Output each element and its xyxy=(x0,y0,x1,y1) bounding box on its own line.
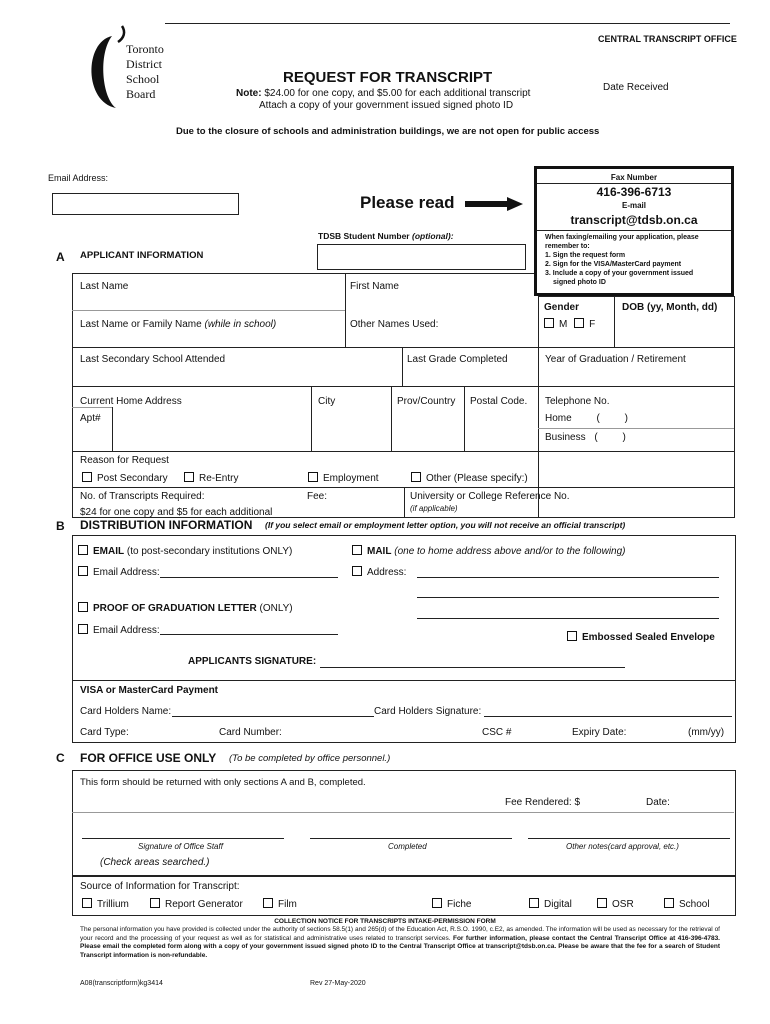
other-checkbox[interactable] xyxy=(411,472,421,482)
trillium-checkbox[interactable] xyxy=(82,898,92,908)
proof-email-line[interactable] xyxy=(160,634,338,635)
section-b-letter: B xyxy=(56,519,65,533)
embossed-label: Embossed Sealed Envelope xyxy=(582,632,715,643)
page-title: REQUEST FOR TRANSCRIPT xyxy=(283,69,493,86)
csc-label: CSC # xyxy=(482,727,512,738)
proof-option-note: (ONLY) xyxy=(259,603,293,614)
card-type-label: Card Type: xyxy=(80,727,129,738)
rule xyxy=(538,296,539,517)
reentry-label: Re-Entry xyxy=(199,473,239,484)
please-read: Please read xyxy=(360,193,455,212)
gender-f-label: F xyxy=(589,319,596,330)
student-number-input[interactable] xyxy=(317,244,526,270)
if-applicable: (if applicable) xyxy=(410,504,458,513)
osr-checkbox[interactable] xyxy=(597,898,607,908)
instructions-intro: When faxing/emailing your application, please remember to: xyxy=(545,234,699,250)
post-secondary-label: Post Secondary xyxy=(97,473,168,484)
card-holders-name-label: Card Holders Name: xyxy=(80,706,172,717)
trillium-label: Trillium xyxy=(97,899,129,910)
first-name-label: First Name xyxy=(350,281,399,292)
last-grade-label: Last Grade Completed xyxy=(407,354,508,365)
mail-option-note: (one to home address above and/or to the following) xyxy=(394,546,626,557)
fax-label: Fax Number xyxy=(610,173,658,182)
source-digital xyxy=(529,898,572,910)
fax-number: 416-396-6713 xyxy=(596,185,672,199)
business-phone-label xyxy=(545,432,626,443)
rule xyxy=(404,487,405,517)
rule xyxy=(72,273,534,274)
office-name: CENTRAL TRANSCRIPT OFFICE xyxy=(598,34,737,44)
city-label: City xyxy=(318,396,336,407)
rule xyxy=(72,310,345,311)
reason-employment xyxy=(308,472,379,484)
logo-line: Board xyxy=(126,87,156,101)
student-number-text: TDSB Student Number xyxy=(318,231,410,241)
arrow-right-icon xyxy=(465,197,523,214)
logo-line: Toronto xyxy=(126,42,164,56)
completed-line[interactable] xyxy=(310,838,512,839)
instruction-item: 3. Include a copy of your government issued xyxy=(545,270,694,277)
tdsb-email: transcript@tdsb.on.ca xyxy=(570,213,698,227)
proof-option-label: PROOF OF GRADUATION LETTER xyxy=(93,603,257,614)
reason-other xyxy=(411,472,528,484)
staff-signature-line[interactable] xyxy=(82,838,284,839)
section-b-title: DISTRIBUTION INFORMATION xyxy=(80,518,253,532)
dist-address xyxy=(352,566,406,578)
email-input[interactable] xyxy=(52,193,239,215)
fee-label: Fee: xyxy=(307,491,328,502)
gender-m-checkbox[interactable] xyxy=(544,318,554,328)
source-fiche xyxy=(432,898,471,910)
tdsb-logo xyxy=(82,24,172,114)
dist-email-line[interactable] xyxy=(160,577,338,578)
date-received: Date Received xyxy=(603,82,669,93)
last-name-label: Last Name xyxy=(80,281,129,292)
report-generator-label: Report Generator xyxy=(165,899,243,910)
email-title: E-mail xyxy=(621,201,646,210)
fee-schedule: $24 for one copy and $5 for each additional xyxy=(80,507,273,518)
optional-text: (optional): xyxy=(412,231,454,241)
university-ref-label: University or College Reference No. xyxy=(410,491,570,502)
note-text: $24.00 for one copy, and $5.00 for each additional transcript xyxy=(264,88,531,99)
family-name-label xyxy=(80,319,276,330)
instruction-item: 1. Sign the request form xyxy=(545,252,626,259)
student-number-label xyxy=(318,231,454,241)
rule xyxy=(734,296,735,517)
logo-line: School xyxy=(126,72,160,86)
rule xyxy=(72,812,734,813)
rule xyxy=(112,407,113,451)
applicant-signature-label: APPLICANTS SIGNATURE: xyxy=(188,656,317,667)
fiche-checkbox[interactable] xyxy=(432,898,442,908)
proof-email-label: Email Address: xyxy=(93,625,160,636)
rule xyxy=(311,386,312,451)
rule xyxy=(391,386,392,451)
dob-label: DOB (yy, Month, dd) xyxy=(622,302,718,313)
proof-email-address xyxy=(78,624,160,636)
home-phone-label xyxy=(545,413,628,424)
source-film xyxy=(263,898,297,910)
fee-rendered-label: Fee Rendered: $ xyxy=(505,797,581,808)
report-generator-checkbox[interactable] xyxy=(150,898,160,908)
paren: ) xyxy=(624,413,628,424)
collection-bold-text: For further information, please contact the Central Transcript Office at 416-396-4783. Please email the completed form along with a copy of your government issued signed photo ID to the Central Transcript Office at transcript@tdsb.on.ca. Please be aware that the fee for a search of Student Transcript information is non-refundable. xyxy=(80,934,720,959)
closure-notice: Due to the closure of schools and administration buildings, we are not open for public access xyxy=(176,126,600,137)
fee-note xyxy=(236,88,530,99)
rule xyxy=(72,451,734,452)
email-option xyxy=(78,545,292,557)
other-names-label: Other Names Used: xyxy=(350,319,439,330)
section-a-title: APPLICANT INFORMATION xyxy=(80,250,204,261)
gender-options xyxy=(544,318,595,330)
reason-post-secondary xyxy=(82,472,168,484)
rule xyxy=(614,296,615,347)
divider xyxy=(537,183,731,184)
reentry-checkbox[interactable] xyxy=(184,472,194,482)
rule xyxy=(538,296,734,297)
rule xyxy=(464,386,465,451)
photo-id-note: Attach a copy of your government issued signed photo ID xyxy=(259,100,514,111)
source-osr xyxy=(597,898,634,910)
instruction-item: signed photo ID xyxy=(553,279,606,286)
rule xyxy=(72,407,112,408)
dist-email-checkbox[interactable] xyxy=(78,566,88,576)
paren: ) xyxy=(622,432,626,443)
year-grad-label: Year of Graduation / Retirement xyxy=(545,354,686,365)
source-label: Source of Information for Transcript: xyxy=(80,881,240,892)
section-b-subtitle: (If you select email or employment letter option, you will not receive an official transcript) xyxy=(265,520,626,530)
reason-reentry xyxy=(184,472,238,484)
card-holders-sig-line[interactable] xyxy=(484,716,732,717)
section-c-subtitle: (To be completed by office personnel.) xyxy=(229,753,391,764)
postal-label: Postal Code. xyxy=(470,396,528,407)
film-checkbox[interactable] xyxy=(263,898,273,908)
dist-address-label: Address: xyxy=(367,567,407,578)
rule xyxy=(402,347,403,386)
form-code: A08(transcriptform)kg3414 xyxy=(80,980,163,987)
completed-label: Completed xyxy=(388,842,427,851)
business-text: Business xyxy=(545,432,586,443)
section-c-title: FOR OFFICE USE ONLY xyxy=(80,751,217,765)
other-notes-label: Other notes(card approval, etc.) xyxy=(566,842,679,851)
film-label: Film xyxy=(278,899,297,910)
family-name-text: Last Name or Family Name xyxy=(80,319,202,330)
reason-label: Reason for Request xyxy=(80,455,169,466)
num-transcripts-label: No. of Transcripts Required: xyxy=(80,491,205,502)
rule xyxy=(345,273,346,347)
paren: ( xyxy=(596,413,600,424)
employment-label: Employment xyxy=(323,473,379,484)
collection-notice xyxy=(80,926,720,960)
staff-signature-label: Signature of Office Staff xyxy=(138,842,223,851)
osr-label: OSR xyxy=(612,899,634,910)
office-date-label: Date: xyxy=(646,797,670,808)
gender-label: Gender xyxy=(544,302,580,313)
rule xyxy=(72,347,734,348)
gender-m-label: M xyxy=(559,319,568,330)
school-checkbox[interactable] xyxy=(664,898,674,908)
telephone-label: Telephone No. xyxy=(545,396,610,407)
expiry-label: Expiry Date: xyxy=(572,727,627,738)
post-secondary-checkbox[interactable] xyxy=(82,472,92,482)
digital-checkbox[interactable] xyxy=(529,898,539,908)
instruction-item: 2. Sign for the VISA/MasterCard payment xyxy=(545,261,682,268)
dist-email-address xyxy=(78,566,160,578)
mail-option xyxy=(352,545,626,557)
collection-text: The personal information you have provided is collected under the authority of sections 58.5(1) and 265(d) of the Education Act, R.S.O. 1990, c.E2, as amended. The information will be used as necessary for the retrieval of your record and the processing of your request as well as for statistical and administrative uses related to transcript services. xyxy=(80,926,720,942)
collection-notice-title: COLLECTION NOTICE FOR TRANSCRIPTS INTAKE-PERMISSION FORM xyxy=(274,918,496,925)
card-holders-name-line[interactable] xyxy=(172,716,374,717)
email-option-note: (to post-secondary institutions ONLY) xyxy=(126,546,293,557)
apt-label: Apt# xyxy=(80,413,101,424)
top-rule xyxy=(165,23,730,24)
check-areas-note: (Check areas searched.) xyxy=(100,857,210,868)
rule xyxy=(72,487,734,488)
revision-date: Rev 27-May-2020 xyxy=(310,980,366,987)
address-line-1[interactable] xyxy=(417,577,719,578)
note-label: Note: xyxy=(236,88,262,99)
source-school xyxy=(664,898,710,910)
rule xyxy=(538,428,734,429)
applicant-signature-line[interactable] xyxy=(320,667,625,668)
payment-title: VISA or MasterCard Payment xyxy=(80,685,219,696)
rule xyxy=(72,386,734,387)
divider xyxy=(537,230,731,231)
employment-checkbox[interactable] xyxy=(308,472,318,482)
email-option-checkbox[interactable] xyxy=(78,545,88,555)
email-option-label: EMAIL xyxy=(93,546,125,557)
gender-f-checkbox[interactable] xyxy=(574,318,584,328)
section-a-letter: A xyxy=(56,250,65,264)
home-address-label: Current Home Address xyxy=(80,396,182,407)
paren: ( xyxy=(594,432,598,443)
mmyy-label: (mm/yy) xyxy=(688,727,725,738)
return-note: This form should be returned with only sections A and B, completed. xyxy=(80,777,366,788)
mail-option-label: MAIL xyxy=(367,546,392,557)
other-label: Other (Please specify:) xyxy=(426,473,528,484)
embossed-option xyxy=(567,631,715,643)
email-label: Email Address: xyxy=(48,173,109,183)
logo-line: District xyxy=(126,57,162,71)
school-label: School xyxy=(679,899,710,910)
mail-option-checkbox[interactable] xyxy=(352,545,362,555)
source-trillium xyxy=(82,898,129,910)
dist-email-label: Email Address: xyxy=(93,567,160,578)
home-text: Home xyxy=(545,413,572,424)
address-line-2[interactable] xyxy=(417,597,719,598)
source-report-generator xyxy=(150,898,243,910)
fiche-label: Fiche xyxy=(447,899,472,910)
section-c-letter: C xyxy=(56,751,65,765)
other-notes-line[interactable] xyxy=(528,838,730,839)
last-school-label: Last Secondary School Attended xyxy=(80,354,226,365)
proof-option-checkbox[interactable] xyxy=(78,602,88,612)
prov-label: Prov/Country xyxy=(397,396,456,407)
card-number-label: Card Number: xyxy=(219,727,282,738)
proof-email-checkbox[interactable] xyxy=(78,624,88,634)
dist-address-checkbox[interactable] xyxy=(352,566,362,576)
digital-label: Digital xyxy=(544,899,572,910)
card-holders-sig-label: Card Holders Signature: xyxy=(374,706,482,717)
while-in-school-text: (while in school) xyxy=(204,319,277,330)
proof-option xyxy=(78,602,293,614)
embossed-checkbox[interactable] xyxy=(567,631,577,641)
address-line-3[interactable] xyxy=(417,618,719,619)
